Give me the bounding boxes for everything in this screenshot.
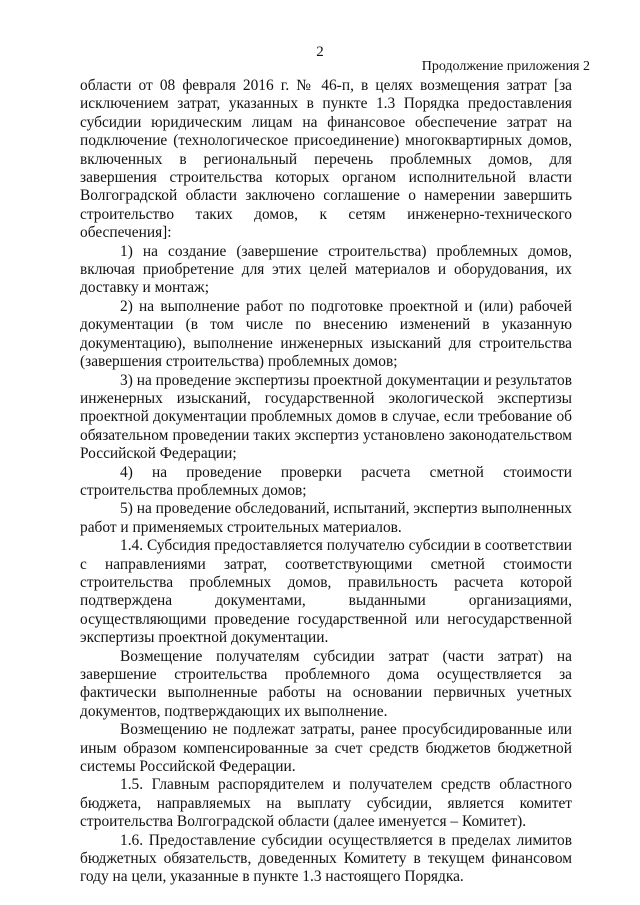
clause-1-6: 1.6. Предоставление субсидии осуществляется в пределах лимитов бюджетных обязательств, доведенных Комитету в текущем финансовом году на цели, указанные в пункте 1.3 настоящего Порядка. bbox=[80, 831, 572, 886]
clause-1-5: 1.5. Главным распорядителем и получателем средств областного бюджета, направляемых на выплату субсидии, является комитет строительства Волгоградской области (далее именуется – Комитет). bbox=[80, 776, 572, 831]
paragraph-intro: области от 08 февраля 2016 г. № 46-п, в целях возмещения затрат [за исключением затрат, указанных в пункте 1.3 Порядка предоставления субсидии юридическим лицам на финансовое обеспечение затрат на подключение (технологическое присоединение) многоквартирных домов, включенных в региональный перечень проблемных домов, для завершения строительства которых органом исполнительной власти Волгоградской области заключено соглашение о намерении завершить строительство таких домов, к сетям инженерно-технического обеспечения]: bbox=[80, 77, 572, 242]
list-item-2: 2) на выполнение работ по подготовке проектной и (или) рабочей документации (в том числе по внесению изменений в указанную документацию), выполнение инженерных изысканий для строительства (завершения строительства) проблемных домов; bbox=[80, 297, 572, 371]
appendix-note: Продолжение приложения 2 bbox=[421, 59, 590, 74]
clause-1-4: 1.4. Субсидия предоставляется получателю субсидии в соответствии с направлениями затрат, соответствующими сметной стоимости строительства проблемных домов, правильность расчета которой подтверждена документами, выданными организациями, осуществляющими проведение государственной или негосударственной экспертизы проектной документации. bbox=[80, 537, 572, 647]
paragraph-not-reimbursed: Возмещению не подлежат затраты, ранее просубсидированные или иным образом компенсированные за счет средств бюджетов бюджетной системы Российской Федерации. bbox=[80, 721, 572, 776]
list-item-4: 4) на проведение проверки расчета сметной стоимости строительства проблемных домов; bbox=[80, 463, 572, 499]
list-item-3: 3) на проведение экспертизы проектной документации и результатов инженерных изысканий, государственной экологической экспертизы проектной документации проблемных домов в случае, если требование об обязательном проведении таких экспертиз установлено законодательством Российской Федерации; bbox=[80, 371, 572, 463]
paragraph-reimbursement: Возмещение получателям субсидии затрат (части затрат) на завершение строительства проблемного дома осуществляется за фактически выполненные работы на основании первичных учетных документов, подтверждающих их выполнение. bbox=[80, 647, 572, 720]
page-number: 2 bbox=[316, 44, 324, 60]
list-item-1: 1) на создание (завершение строительства) проблемных домов, включая приобретение для этих целей материалов и оборудования, их доставку и монтаж; bbox=[80, 242, 572, 297]
document-body bbox=[80, 77, 572, 887]
list-item-5: 5) на проведение обследований, испытаний, экспертиз выполненных работ и применяемых строительных материалов. bbox=[80, 500, 572, 536]
